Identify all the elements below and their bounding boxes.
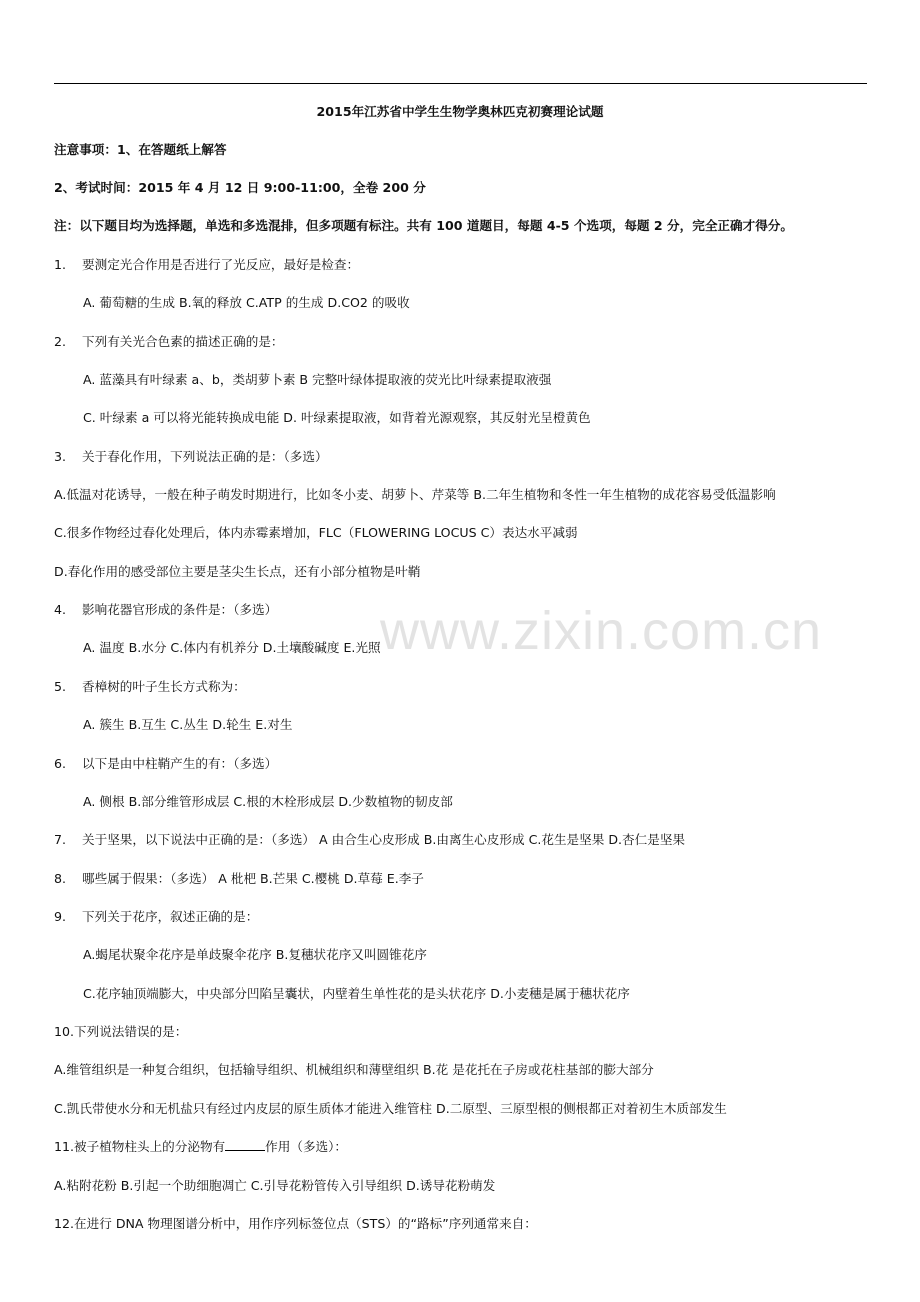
question-3	[54, 448, 328, 466]
question-text: 关于春化作用，下列说法正确的是：（多选）	[82, 449, 328, 464]
question-10-options-ab: A.维管组织是一种复合组织，包括输导组织、机械组织和薄壁组织 B.花 是花托在子房或花柱基部的膨大部分	[54, 1062, 654, 1077]
question-number: 1.	[54, 257, 67, 272]
question-3-options-ab: A.低温对花诱导，一般在种子萌发时期进行，比如冬小麦、胡萝卜、芹菜等 B.二年生植物和冬性一年生植物的成花容易受低温影响	[54, 487, 776, 502]
header-rule	[54, 83, 867, 84]
question-10: 10.下列说法错误的是：	[54, 1024, 188, 1039]
question-2	[54, 333, 284, 351]
question-5	[54, 678, 246, 696]
question-number: 2.	[54, 334, 67, 349]
question-10-options-cd: C.凯氏带使水分和无机盐只有经过内皮层的原生质体才能进入维管柱 D.二原型、三原型根的侧根都正对着初生木质部发生	[54, 1101, 727, 1116]
question-text: 下列关于花序，叙述正确的是：	[82, 909, 259, 924]
question-text: 下列有关光合色素的描述正确的是：	[82, 334, 284, 349]
question-6-options: A. 侧根 B.部分维管形成层 C.根的木栓形成层 D.少数植物的韧皮部	[83, 794, 453, 809]
question-text: 影响花器官形成的条件是：（多选）	[82, 602, 278, 617]
question-4-options: A. 温度 B.水分 C.体内有机养分 D.土壤酸碱度 E.光照	[83, 640, 381, 655]
note-1: 注意事项：1、在答题纸上解答	[54, 142, 227, 157]
question-5-options: A. 簇生 B.互生 C.丛生 D.轮生 E.对生	[83, 717, 293, 732]
question-2-options-cd: C. 叶绿素 a 可以将光能转换成电能 D. 叶绿素提取液，如背着光源观察，其反射光呈橙黄色	[83, 410, 591, 425]
question-number: 7.	[54, 832, 67, 847]
question-text: 哪些属于假果：（多选） A 枇杷 B.芒果 C.樱桃 D.草莓 E.李子	[82, 871, 424, 886]
question-3-option-d: D.春化作用的感受部位主要是茎尖生长点，还有小部分植物是叶鞘	[54, 564, 421, 579]
note-3: 注：以下题目均为选择题，单选和多选混排，但多项题有标注。共有 100 道题目，每题 4-5 个选项，每题 2 分，完全正确才得分。	[54, 218, 793, 233]
question-text: 关于坚果，以下说法中正确的是：（多选） A 由合生心皮形成 B.由离生心皮形成 C.花生是坚果 D.杏仁是坚果	[82, 832, 686, 847]
question-3-option-c: C.很多作物经过春化处理后，体内赤霉素增加，FLC（FLOWERING LOCUS C）表达水平减弱	[54, 525, 578, 540]
question-1	[54, 256, 359, 274]
question-text: 以下是由中柱鞘产生的有：（多选）	[82, 756, 278, 771]
watermark: www.zixin.com.cn	[380, 601, 823, 661]
question-6	[54, 755, 277, 773]
question-number: 5.	[54, 679, 67, 694]
question-number: 4.	[54, 602, 67, 617]
question-1-options: A. 葡萄糖的生成 B.氧的释放 C.ATP 的生成 D.CO2 的吸收	[83, 295, 410, 310]
question-4	[54, 601, 277, 619]
question-text-cont: 作用（多选）：	[265, 1139, 348, 1154]
question-text: 香樟树的叶子生长方式称为：	[82, 679, 246, 694]
question-11	[54, 1138, 347, 1156]
question-2-options-ab: A. 蓝藻具有叶绿素 a、b，类胡萝卜素 B 完整叶绿体提取液的荧光比叶绿素提取液强	[83, 372, 552, 387]
question-12: 12.在进行 DNA 物理图谱分析中，用作序列标签位点（STS）的“路标”序列通常来自：	[54, 1216, 537, 1231]
question-text: 11.被子植物柱头上的分泌物有	[54, 1139, 226, 1154]
question-9-options-cd: C.花序轴顶端膨大，中央部分凹陷呈囊状，内壁着生单性花的是头状花序 D.小麦穗是属于穗状花序	[83, 986, 630, 1001]
question-9	[54, 908, 258, 926]
question-number: 8.	[54, 871, 67, 886]
question-7	[54, 831, 685, 849]
question-9-options-ab: A.蝎尾状聚伞花序是单歧聚伞花序 B.复穗状花序又叫圆锥花序	[83, 947, 427, 962]
question-number: 9.	[54, 909, 67, 924]
question-8	[54, 870, 424, 888]
question-number: 6.	[54, 756, 67, 771]
question-number: 3.	[54, 449, 67, 464]
question-text: 要测定光合作用是否进行了光反应，最好是检查：	[82, 257, 360, 272]
question-11-options: A.粘附花粉 B.引起一个助细胞凋亡 C.引导花粉管传入引导组织 D.诱导花粉萌发	[54, 1178, 496, 1193]
note-2: 2、考试时间：2015 年 4 月 12 日 9:00-11:00，全卷 200 分	[54, 180, 426, 195]
answer-blank	[225, 1138, 265, 1151]
document-title: 2015年江苏省中学生生物学奥林匹克初赛理论试题	[316, 104, 604, 119]
